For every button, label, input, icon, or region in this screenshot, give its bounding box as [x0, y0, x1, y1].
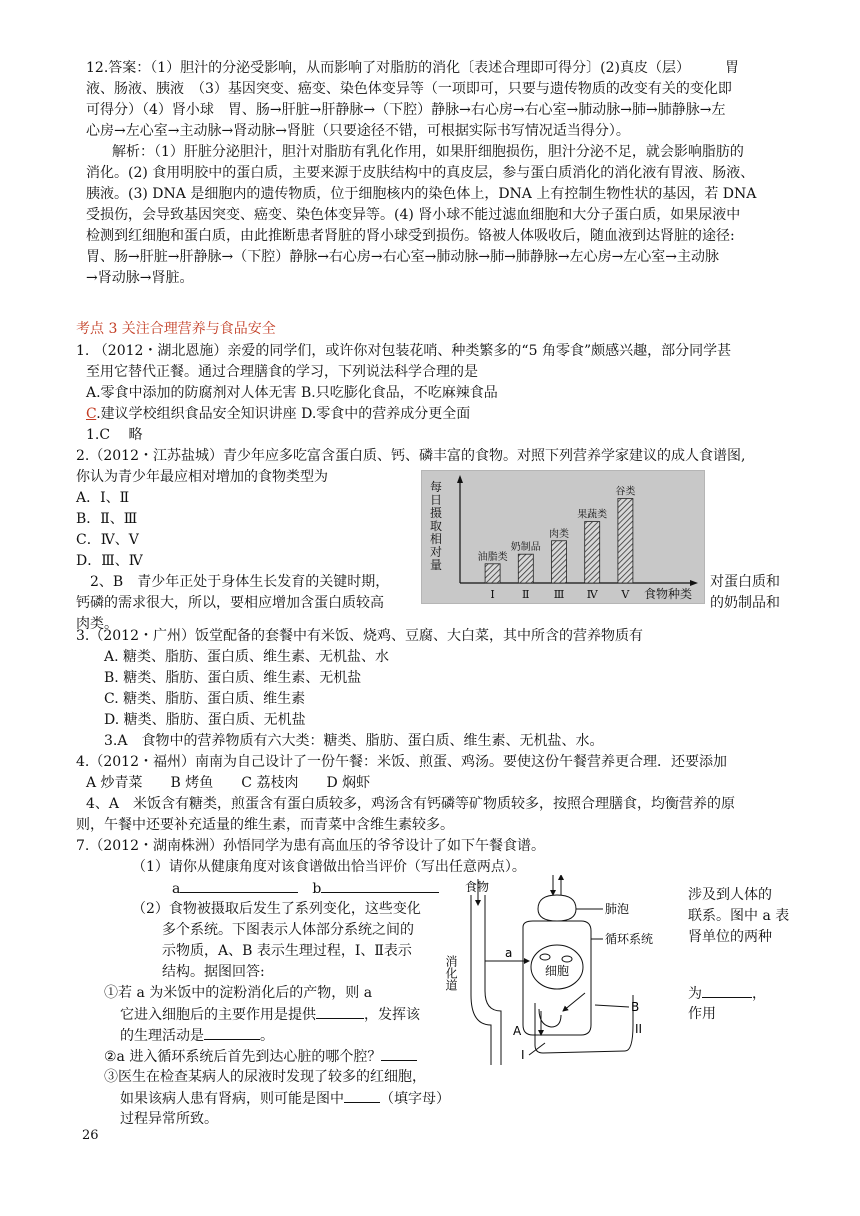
alveoli-shape: [538, 895, 576, 921]
q7-part2-line2a: 多个系统。下图表示人体部分系统之间的: [162, 922, 414, 938]
q4-answer-line2: 则，午餐中还要补充适量的维生素，而青菜中含维生素较多。: [76, 817, 454, 833]
q7-part2-line1b: 涉及到人体的: [688, 887, 772, 903]
q2-answer-line3: 肉类。: [76, 616, 118, 632]
q7-sub1-line3-text: 的生理活动是: [120, 1028, 204, 1044]
explanation-line6: 胃、肠→肝脏→肝静脉→（下腔）静脉→右心房→右心室→肺动脉→肺→肺静脉→左心房→左心室→主动脉: [86, 249, 720, 265]
bar: [552, 541, 567, 583]
explanation-line7: →肾动脉→肾脏。: [86, 270, 194, 286]
structure-i-label: I: [521, 1048, 525, 1062]
digestive-tract-left-wall: [471, 895, 491, 1065]
q3-option-d: D. 糖类、脂肪、蛋白质、无机盐: [104, 712, 306, 728]
blank-b[interactable]: [321, 878, 439, 893]
q2-option-a: A．Ⅰ、Ⅱ: [76, 490, 130, 506]
cell-label: 细胞: [545, 964, 570, 978]
q1-stem-line2: 至用它替代正餐。通过合理膳食的学习，下列说法科学合理的是: [86, 364, 478, 380]
answer12-line2: 液、肠液、胰液 （3）基因突变、癌变、染色体变异等（一项即可，只要与遗传物质的改变有关的变化即: [86, 81, 732, 97]
q7-sub1-line2c: 作用: [688, 1006, 716, 1022]
x-tick-label: Ⅰ: [490, 588, 495, 601]
process-b-leader: [595, 1005, 629, 1007]
bar: [518, 554, 533, 583]
q7-sub1-line3-period: 。: [260, 1028, 274, 1044]
circulation-label: 循环系统: [605, 932, 654, 946]
answer12-line3: 可得分）（4）肾小球 胃、肠→肝脏→肝静脉→（下腔）静脉→右心房→右心室→肺动脉→肺→肺静脉→左: [86, 102, 726, 118]
q7-sub3-line2-tail: （填字母）: [380, 1091, 450, 1107]
q7-sub2: [104, 1046, 417, 1068]
q2-answer-line2b: 的奶制品和: [710, 595, 780, 611]
process-a-label: A: [513, 1024, 522, 1038]
q7-sub1-for-label: 为: [688, 986, 702, 1002]
q7-sub1-line3: [120, 1025, 274, 1047]
q7-sub1-line2-tail: ，发挥该: [364, 1007, 420, 1023]
q1-options-ab: A.零食中添加的防腐剂对人体无害 B.只吃膨化食品，不吃麻辣食品: [86, 385, 498, 401]
q7-sub3-line1: ③医生在检查某病人的尿液时发现了较多的红细胞，: [104, 1069, 426, 1085]
answer12-line4: 心房→左心室→主动脉→肾动脉→肾脏（只要途径不错，可根据实际书写情况适当得分）。: [86, 123, 630, 139]
q3-stem: 3.（2012・广州）饭堂配备的套餐中有米饭、烧鸡、豆腐、大白菜，其中所含的营养物质有: [76, 628, 643, 644]
bar-chart-svg: [422, 471, 704, 603]
q7-part2-line2b: 联系。图中 a 表: [688, 908, 790, 924]
q7-part2-line3b: 肾单位的两种: [688, 929, 772, 945]
q7-part1: （1）请你从健康角度对该食谱做出恰当评价（写出任意两点）。: [132, 859, 526, 875]
y-axis-label-char: 量: [429, 558, 443, 572]
q2-option-b: B．Ⅱ、Ⅲ: [76, 511, 138, 527]
q3-option-b: B. 糖类、脂肪、蛋白质、维生素、无机盐: [104, 670, 362, 686]
x-axis-label: 食物种类: [643, 587, 692, 601]
q7-sub1-line2-text: 它进入细胞后的主要作用是提供: [120, 1007, 316, 1023]
x-tick-label: Ⅳ: [586, 588, 598, 601]
q7-sub1-line1a: ①若 a 为米饭中的淀粉消化后的产物，则 a: [104, 985, 373, 1001]
q4-options: A 炒青菜 B 烤鱼 C 荔枝肉 D 焖虾: [86, 775, 371, 791]
y-axis-arrowhead: [457, 475, 463, 483]
y-axis-label-char: 每: [429, 480, 443, 494]
q1-stem-line1: 1. （2012・湖北恩施）亲爱的同学们，或许你对包装花哨、种类繁多的“5 角零食”颇感兴趣，部分同学甚: [76, 343, 732, 359]
q4-stem: 4.（2012・福州）南南为自己设计了一份午餐：米饭、煎蛋、鸡汤。要使这份午餐营养更合理．还要添加: [76, 754, 727, 770]
blank-heart-chamber[interactable]: [381, 1046, 417, 1061]
x-tick-label: Ⅱ: [522, 588, 530, 601]
blank-a-label: a: [172, 881, 181, 897]
y-axis-label-char: 取: [429, 519, 443, 533]
q2-answer-line1b: 对蛋白质和: [710, 574, 780, 590]
blank-activity[interactable]: [204, 1025, 260, 1040]
q7-sub1-line2: [120, 1004, 420, 1026]
q7-sub1-line1b: [688, 983, 766, 1005]
q1-option-c-letter: C: [86, 406, 97, 422]
food-label: 食物: [465, 880, 490, 894]
q7-sub1-comma: ，: [752, 986, 766, 1002]
explanation-line2: 消化。(2) 食用明胶中的蛋白质，主要来源于皮肤结构中的真皮层，参与蛋白质消化的消化液有胃液、肠液、: [86, 165, 755, 181]
blank-b-label: b: [312, 881, 322, 897]
q2-option-d: D．Ⅲ、Ⅳ: [76, 553, 143, 569]
y-axis-label-char: 摄: [429, 506, 443, 520]
q7-sub2-text: ②a 进入循环系统后首先到达心脏的哪个腔？: [104, 1049, 382, 1065]
bar-label: 油脂类: [477, 551, 508, 563]
bar: [485, 564, 500, 583]
q7-part2-line1a: （2）食物被摄取后发生了系列变化，这些变化: [132, 901, 421, 917]
bar-label: 奶制品: [510, 542, 541, 554]
q7-sub3-line2-text: 如果该病人患有肾病，则可能是图中: [120, 1091, 344, 1107]
x-axis-arrowhead: [690, 580, 698, 586]
substance-a-label: a: [505, 946, 513, 960]
q3-option-c: C. 糖类、脂肪、蛋白质、维生素: [104, 691, 306, 707]
x-tick-label: Ⅲ: [553, 588, 565, 601]
blank-energy[interactable]: [316, 1004, 364, 1019]
explanation-line3: 胰液。(3) DNA 是细胞内的遗传物质，位于细胞核内的染色体上，DNA 上有控制生物性状的基因，若 DNA: [86, 186, 757, 202]
explanation-line4: 受损伤，会导致基因突变、癌变、染色体变异等。(4) 肾小球不能过滤血细胞和大分子蛋白质，如果尿液中: [86, 207, 741, 223]
answer12-line1: 12.答案：（1）胆汁的分泌受影响，从而影响了对脂肪的消化〔表述合理即可得分〕(2)真皮（层） 胃: [86, 60, 740, 76]
process-b-label: B: [631, 1000, 640, 1014]
bar-label: 谷类: [615, 486, 636, 498]
q1-option-cd-text: .建议学校组织食品安全知识讲座 D.零食中的营养成分更全面: [96, 406, 471, 422]
y-axis-label-char: 相: [429, 532, 443, 546]
y-axis-label-char: 日: [429, 493, 443, 507]
q7-part2-line3a: 示物质，A、B 表示生理过程，Ⅰ、Ⅱ表示: [162, 943, 412, 959]
bar-label: 果蔬类: [577, 509, 608, 521]
q2-stem-line1: 2.（2012・江苏盐城）青少年应多吃富含蛋白质、钙、磷丰富的食物。对照下列营养学家建议的成人食谱图,: [76, 448, 746, 464]
section-title: 考点 3 关注合理营养与食品安全: [76, 321, 276, 337]
q2-answer-line1a: 2、B 青少年正处于身体生长发育的关键时期，: [90, 574, 390, 590]
q3-answer: 3.A 食物中的营养物质有六大类：糖类、脂肪、蛋白质、维生素、无机盐、水。: [104, 733, 604, 749]
q3-option-a: A. 糖类、脂肪、蛋白质、维生素、无机盐、水: [104, 649, 390, 665]
glomerulus: [539, 1009, 561, 1027]
food-intake-chart: [421, 470, 705, 604]
bar: [585, 522, 600, 583]
blank-a[interactable]: [180, 878, 298, 893]
alveoli-label: 肺泡: [605, 902, 630, 916]
q7-answer-blanks: [172, 878, 439, 900]
bar: [618, 499, 633, 583]
q4-answer-line1: 4、A 米饭含有糖类，煎蛋含有蛋白质较多，鸡汤含有钙磷等矿物质较多，按照合理膳食，均衡营养的原: [86, 796, 736, 812]
q1-answer: 1.C 略: [86, 427, 143, 443]
q7-stem: 7.（2012・湖南株洲）孙悟同学为患有高血压的爷爷设计了如下午餐食谱。: [76, 838, 545, 854]
digestive-label: 消化道: [445, 955, 458, 991]
blank-process[interactable]: [344, 1088, 380, 1103]
reabsorption-arrow: [563, 993, 585, 1011]
structure-ii-label: II: [635, 1022, 643, 1036]
body-systems-diagram: [445, 875, 680, 1065]
q7-part2-line4: 结构。据图回答:: [162, 964, 265, 980]
y-axis-label-char: 对: [429, 545, 443, 559]
page-number: 26: [82, 1128, 99, 1143]
q7-sub3-line3: 过程异常所致。: [120, 1111, 218, 1127]
blank-substance[interactable]: [702, 983, 752, 998]
q1-options-cd: [86, 404, 470, 425]
q2-stem-line2: 你认为青少年最应相对增加的食物类型为: [76, 469, 328, 485]
q7-sub3-line2: [120, 1088, 450, 1110]
explanation-line5: 检测到红细胞和蛋白质，由此推断患者肾脏的肾小球受到损伤。铬被人体吸收后，随血液到达肾脏的途径:: [86, 228, 735, 244]
x-tick-label: Ⅴ: [621, 588, 630, 601]
body-systems-svg: [445, 875, 680, 1065]
q2-option-c: C．Ⅳ、Ⅴ: [76, 532, 139, 548]
digestive-tract-right-wall: [485, 895, 501, 1065]
bar-label: 肉类: [549, 528, 569, 540]
renal-tubule: [535, 995, 633, 1053]
explanation-line1: 解析：（1）肝脏分泌胆汁，胆汁对脂肪有乳化作用，如果肝细胞损伤，胆汁分泌不足，就会影响脂肪的: [112, 144, 744, 160]
q2-answer-line2a: 钙磷的需求很大，所以，要相应增加含蛋白质较高: [76, 595, 384, 611]
